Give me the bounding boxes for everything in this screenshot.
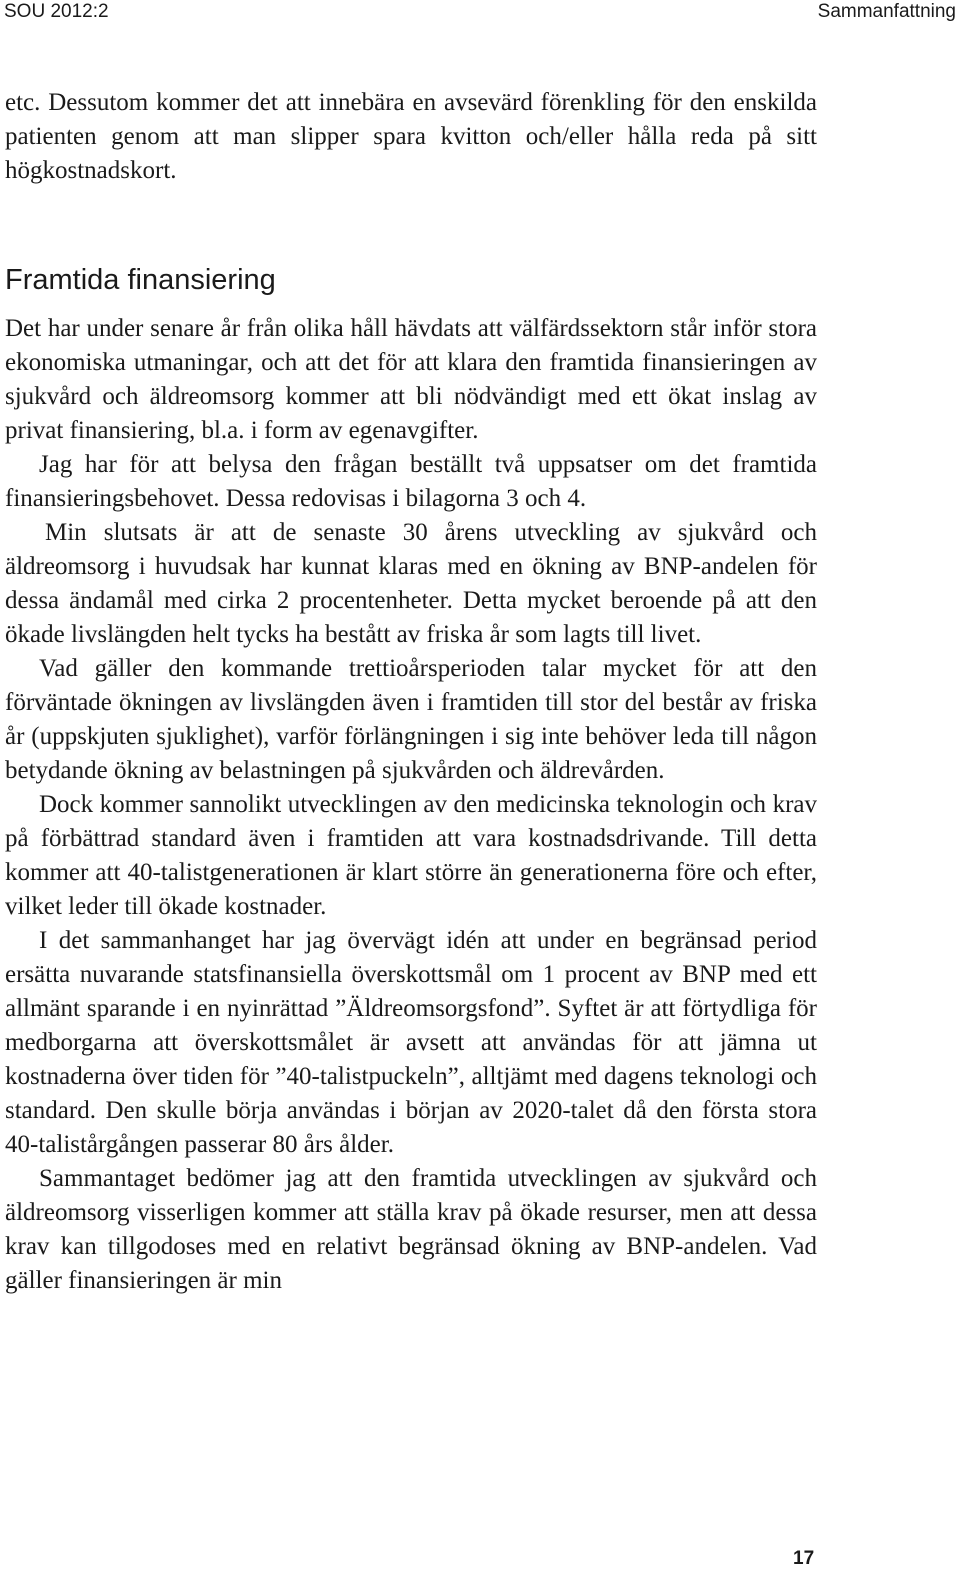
page-number: 17: [793, 1548, 815, 1569]
body-paragraph-2: Jag har för att belysa den frågan beställt två uppsatser om det framtida finansieringsbehovet. Dessa redovisas i bilagorna 3 och 4.: [5, 451, 817, 512]
section-heading: Framtida finansiering: [5, 264, 276, 296]
document-id: SOU 2012:2: [4, 1, 109, 22]
body-paragraph-3: Min slutsats är att de senaste 30 årens utveckling av sjukvård och äldreomsorg i huvudsak har kunnat klaras med en ökning av BNP-andelen för dessa ändamål med cirka 2 procentenheter. Detta mycket beroende på att den ökade livslängden helt tycks ha bestått av friska år som lagts till livet.: [5, 519, 817, 648]
body-paragraph-6: I det sammanhanget har jag övervägt idén att under en begränsad period ersätta nuvarande statsfinansiella överskottsmål om 1 procent av BNP med ett allmänt sparande i en nyinrättad ”Äldreomsorgsfond”. Syftet är att förtydliga för medborgarna att överskottsmålet är avsett att användas för att jämna ut kostnaderna över tiden för ”40-talistpuckeln”, alltjämt med dagens teknologi och standard. Den skulle börja användas i början av 2020-talet då den första stora 40-talistårgången passerar 80 års ålder.: [5, 927, 817, 1158]
chapter-title: Sammanfattning: [817, 1, 956, 22]
body-paragraph-7: Sammantaget bedömer jag att den framtida utvecklingen av sjukvård och äldreomsorg visserligen kommer att ställa krav på ökade resurser, men att dessa krav kan tillgodoses med en relativt begränsad ökning av BNP-andelen. Vad gäller finansieringen är min: [5, 1165, 817, 1294]
running-header: [4, 0, 956, 24]
body-paragraph-1: Det har under senare år från olika håll hävdats att välfärdssektorn står inför stora ekonomiska utmaningar, och att det för att klara den framtida finansieringen av sjukvård och äldreomsorg kommer att bli nödvändigt med ett ökat inslag av privat finansiering, bl.a. i form av egenavgifter.: [5, 315, 817, 444]
body-paragraph-4: Vad gäller den kommande trettioårsperioden talar mycket för att den förväntade ökningen av livslängden även i framtiden till stor del består av friska år (uppskjuten sjuklighet), varför förlängningen i sig inte behöver leda till någon betydande ökning av belastningen på sjukvården och äldrevården.: [5, 655, 817, 784]
body-paragraph-5: Dock kommer sannolikt utvecklingen av den medicinska teknologin och krav på förbättrad standard även i framtiden att vara kostnadsdrivande. Till detta kommer att 40-talistgenerationen är klart större än generationerna före och efter, vilket leder till ökade kostnader.: [5, 791, 817, 920]
page-body: [5, 86, 817, 1298]
continuation-paragraph: etc. Dessutom kommer det att innebära en avsevärd förenkling för den enskilda patienten genom att man slipper spara kvitton och/eller hålla reda på sitt högkostnadskort.: [5, 89, 817, 184]
